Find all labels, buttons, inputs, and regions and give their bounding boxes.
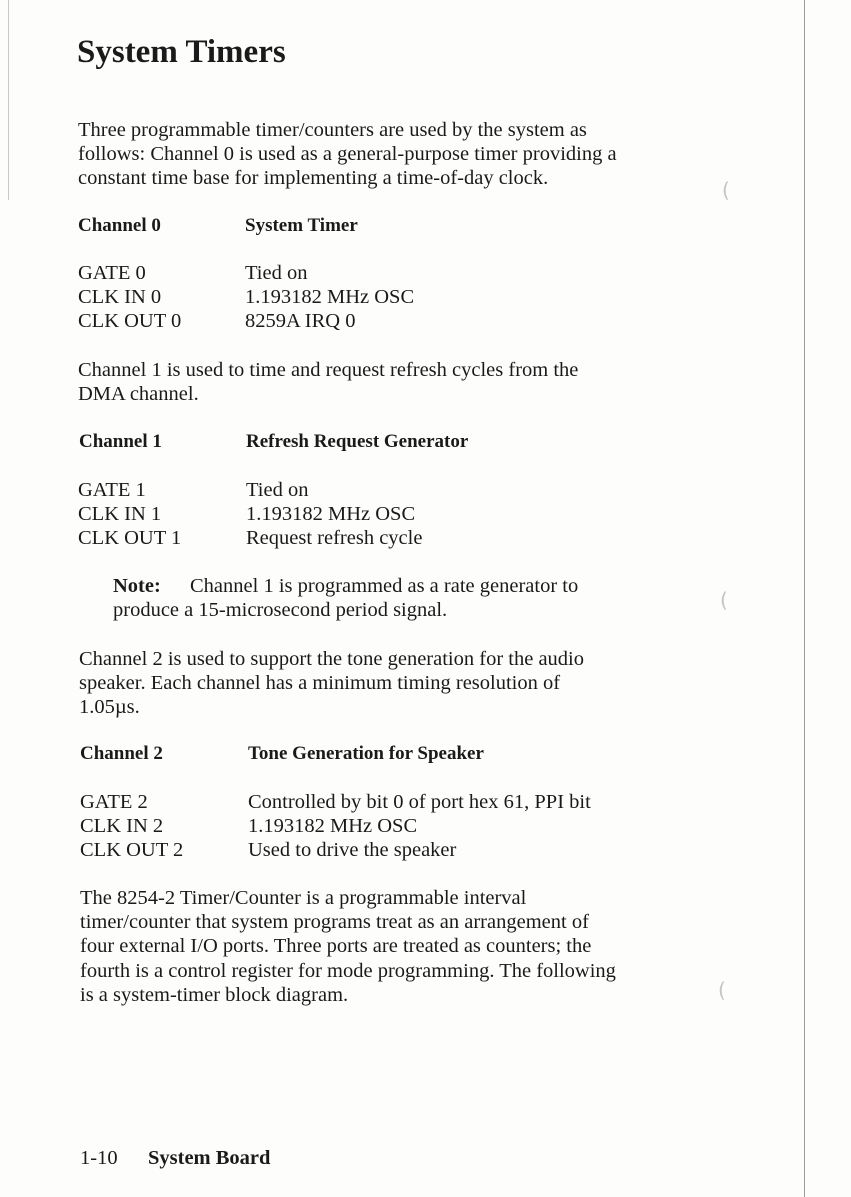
- channel-2-heading: Channel 2: [80, 743, 163, 764]
- paragraph-line: 1.05µs.: [79, 696, 140, 719]
- channel-0-heading: Channel 0: [78, 215, 161, 236]
- signal-name: CLK IN 2: [80, 815, 164, 837]
- signal-value: 1.193182 MHz OSC: [245, 286, 415, 308]
- paragraph-line: DMA channel.: [78, 383, 199, 406]
- paragraph-line: is a system-timer block diagram.: [80, 983, 349, 1006]
- paragraph-line: timer/counter that system programs treat as an arrangement of: [80, 911, 589, 934]
- paragraph-line: fourth is a control register for mode programming. The following: [80, 959, 616, 982]
- signal-value: Controlled by bit 0 of port hex 61, PPI bit: [248, 791, 591, 813]
- footer-section-title: System Board: [148, 1147, 271, 1169]
- paragraph-line: Channel 1 is used to time and request refresh cycles from the: [78, 359, 579, 381]
- page-number: 1-10: [80, 1147, 118, 1169]
- signal-value: Tied on: [245, 262, 308, 284]
- channel-1-heading: Channel 1: [79, 431, 162, 452]
- channel-1-paragraph: [78, 358, 578, 406]
- signal-name: CLK IN 0: [78, 286, 162, 308]
- note-text: produce a 15-microsecond period signal.: [113, 599, 448, 621]
- signal-name: CLK OUT 1: [78, 527, 182, 549]
- signal-value: Request refresh cycle: [246, 527, 423, 549]
- signal-name: GATE 1: [78, 479, 146, 501]
- paragraph-line: four external I/O ports. Three ports are treated as counters; the: [80, 935, 592, 958]
- channel-1-function-heading: Refresh Request Generator: [246, 431, 469, 452]
- signal-name: GATE 0: [78, 262, 146, 284]
- paragraph-line: Channel 2 is used to support the tone generation for the audio: [79, 648, 584, 670]
- paragraph-line: constant time base for implementing a time-of-day clock.: [78, 167, 549, 190]
- note-label: Note:: [113, 575, 161, 597]
- binding-edge-line: [804, 0, 805, 1197]
- scan-artifact-mark: (: [718, 978, 726, 1002]
- channel-2-function-heading: Tone Generation for Speaker: [248, 743, 484, 764]
- page-title: System Timers: [77, 34, 286, 70]
- note-text: Channel 1 is programmed as a rate generator to: [190, 575, 579, 597]
- paragraph-line: The 8254-2 Timer/Counter is a programmable interval: [80, 887, 527, 909]
- signal-value: 1.193182 MHz OSC: [246, 503, 416, 525]
- scan-left-edge: [8, 0, 9, 200]
- timer-counter-paragraph: [80, 886, 616, 1007]
- signal-name: GATE 2: [80, 791, 148, 813]
- paragraph-line: Three programmable timer/counters are used by the system as: [78, 119, 587, 141]
- signal-value: Used to drive the speaker: [248, 839, 457, 861]
- paragraph-line: follows: Channel 0 is used as a general-purpose timer providing a: [78, 143, 617, 166]
- signal-value: 1.193182 MHz OSC: [248, 815, 418, 837]
- paragraph-line: speaker. Each channel has a minimum timing resolution of: [79, 672, 561, 695]
- scan-artifact-mark: (: [720, 588, 728, 612]
- scan-artifact-mark: (: [722, 178, 730, 202]
- signal-name: CLK OUT 2: [80, 839, 184, 861]
- channel-2-paragraph: [79, 647, 584, 720]
- intro-paragraph: [78, 118, 617, 191]
- signal-name: CLK OUT 0: [78, 310, 182, 332]
- signal-value: 8259A IRQ 0: [245, 310, 356, 332]
- signal-value: Tied on: [246, 479, 309, 501]
- channel-0-function-heading: System Timer: [245, 215, 358, 236]
- signal-name: CLK IN 1: [78, 503, 162, 525]
